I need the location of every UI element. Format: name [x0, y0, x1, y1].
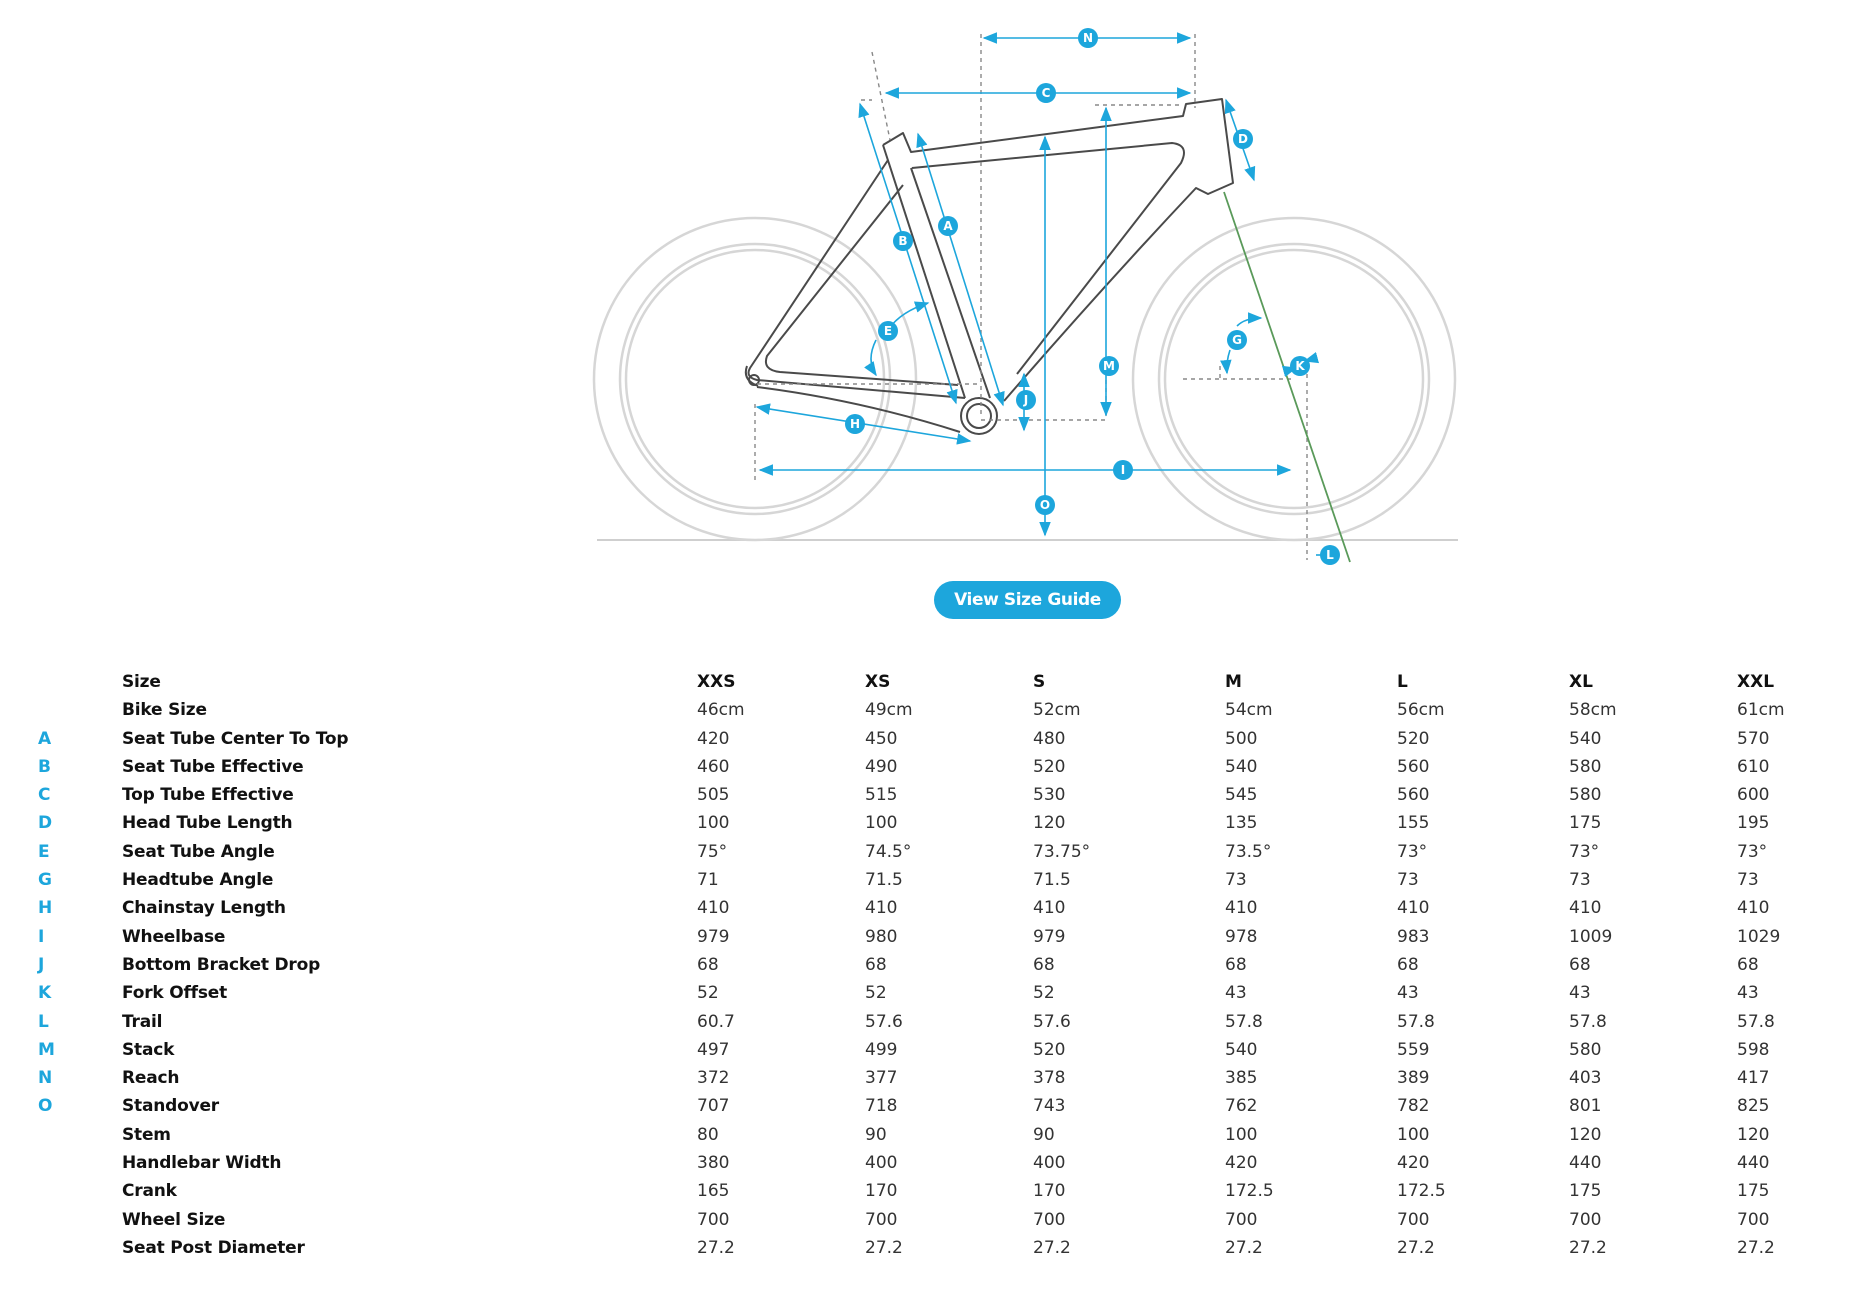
- row-value: 377: [865, 1068, 898, 1089]
- row-value: 410: [865, 898, 898, 919]
- row-value: 27.2: [697, 1237, 735, 1258]
- row-letter: J: [38, 954, 45, 975]
- row-value: 440: [1569, 1153, 1602, 1174]
- row-value: 60.7: [697, 1011, 735, 1032]
- row-letter: C: [38, 785, 51, 806]
- row-value: 75°: [697, 841, 728, 862]
- row-value: 979: [1033, 926, 1066, 947]
- row-value: 57.8: [1737, 1011, 1775, 1032]
- row-value: 499: [865, 1039, 898, 1060]
- table-body: [0, 696, 1850, 1262]
- row-letter: H: [38, 898, 53, 919]
- table-row: [0, 866, 1850, 894]
- row-value: 27.2: [1569, 1237, 1607, 1258]
- row-value: 58cm: [1569, 700, 1617, 721]
- row-value: 68: [1569, 954, 1591, 975]
- geometry-svg: [0, 0, 1850, 570]
- row-value: 410: [1033, 898, 1066, 919]
- row-value: 700: [1033, 1209, 1066, 1230]
- row-value: 450: [865, 728, 898, 749]
- row-value: 71.5: [1033, 870, 1071, 891]
- row-label: Handlebar Width: [122, 1153, 282, 1174]
- row-value: 61cm: [1737, 700, 1785, 721]
- row-value: 74.5°: [865, 841, 912, 862]
- row-value: 73.75°: [1033, 841, 1091, 862]
- badge-l: [1320, 545, 1340, 565]
- row-value: 175: [1569, 813, 1602, 834]
- row-value: 100: [697, 813, 730, 834]
- row-label: Crank: [122, 1181, 177, 1202]
- row-value: 73: [1225, 870, 1247, 891]
- table-row: [0, 1036, 1850, 1064]
- row-value: 27.2: [1033, 1237, 1071, 1258]
- row-value: 80: [697, 1124, 719, 1145]
- row-value: 980: [865, 926, 898, 947]
- row-value: 90: [1033, 1124, 1055, 1145]
- row-value: 43: [1397, 983, 1419, 1004]
- badge-h: [845, 414, 865, 434]
- row-value: 49cm: [865, 700, 913, 721]
- svg-text:O: O: [1039, 498, 1051, 512]
- row-value: 400: [1033, 1153, 1066, 1174]
- table-row: [0, 979, 1850, 1007]
- table-row: [0, 1008, 1850, 1036]
- row-label: Seat Tube Center To Top: [122, 728, 349, 749]
- row-label: Trail: [122, 1011, 163, 1032]
- badge-g: [1227, 330, 1247, 350]
- table-row: [0, 1121, 1850, 1149]
- row-value: 100: [865, 813, 898, 834]
- steering-axis-line: [1224, 192, 1350, 562]
- row-value: 700: [1569, 1209, 1602, 1230]
- table-row: [0, 1064, 1850, 1092]
- row-value: 195: [1737, 813, 1770, 834]
- row-value: 57.6: [865, 1011, 903, 1032]
- row-value: 707: [697, 1096, 730, 1117]
- table-row: [0, 1177, 1850, 1205]
- row-label: Seat Tube Effective: [122, 756, 304, 777]
- row-value: 73.5°: [1225, 841, 1272, 862]
- row-value: 68: [697, 954, 719, 975]
- row-value: 700: [1397, 1209, 1430, 1230]
- row-value: 420: [697, 728, 730, 749]
- row-value: 417: [1737, 1068, 1770, 1089]
- row-value: 500: [1225, 728, 1258, 749]
- row-label: Wheel Size: [122, 1209, 226, 1230]
- row-label: Head Tube Length: [122, 813, 293, 834]
- row-value: 700: [865, 1209, 898, 1230]
- svg-text:E: E: [883, 324, 893, 338]
- row-value: 100: [1225, 1124, 1258, 1145]
- svg-text:H: H: [849, 417, 861, 431]
- row-value: 520: [1033, 1039, 1066, 1060]
- row-value: 170: [865, 1181, 898, 1202]
- row-letter: N: [38, 1068, 53, 1089]
- row-value: 700: [697, 1209, 730, 1230]
- badge-j: [1016, 390, 1036, 410]
- badge-m: [1099, 356, 1119, 376]
- row-value: 420: [1397, 1153, 1430, 1174]
- row-value: 120: [1737, 1124, 1770, 1145]
- row-value: 68: [865, 954, 887, 975]
- geometry-table: [0, 668, 1850, 1262]
- row-value: 57.8: [1397, 1011, 1435, 1032]
- badge-e: [878, 321, 898, 341]
- row-value: 52: [697, 983, 719, 1004]
- row-value: 700: [1737, 1209, 1770, 1230]
- diagram-badges: [845, 28, 1340, 565]
- row-letter: A: [38, 728, 52, 749]
- svg-text:L: L: [1326, 548, 1334, 562]
- row-value: 420: [1225, 1153, 1258, 1174]
- table-row: [0, 1149, 1850, 1177]
- header-size-xl: XL: [1569, 672, 1593, 692]
- row-value: 71.5: [865, 870, 903, 891]
- row-value: 27.2: [1397, 1237, 1435, 1258]
- row-value: 73: [1397, 870, 1419, 891]
- row-value: 175: [1737, 1181, 1770, 1202]
- row-value: 520: [1397, 728, 1430, 749]
- row-value: 73: [1737, 870, 1759, 891]
- row-label: Seat Post Diameter: [122, 1237, 305, 1258]
- row-label: Reach: [122, 1068, 180, 1089]
- row-value: 90: [865, 1124, 887, 1145]
- front-wheel: [1133, 218, 1455, 540]
- row-value: 559: [1397, 1039, 1430, 1060]
- svg-text:J: J: [1023, 393, 1029, 407]
- row-value: 52: [1033, 983, 1055, 1004]
- row-value: 545: [1225, 785, 1258, 806]
- row-label: Wheelbase: [122, 926, 226, 947]
- row-value: 490: [865, 756, 898, 777]
- svg-text:G: G: [1232, 333, 1242, 347]
- badge-k: [1290, 356, 1310, 376]
- row-value: 68: [1737, 954, 1759, 975]
- row-value: 540: [1225, 756, 1258, 777]
- row-letter: K: [38, 983, 52, 1004]
- row-letter: G: [38, 870, 52, 891]
- row-value: 68: [1033, 954, 1055, 975]
- row-value: 400: [865, 1153, 898, 1174]
- row-value: 57.6: [1033, 1011, 1071, 1032]
- badge-d: [1233, 129, 1253, 149]
- row-value: 570: [1737, 728, 1770, 749]
- svg-text:M: M: [1103, 359, 1115, 373]
- row-value: 560: [1397, 756, 1430, 777]
- badge-i: [1113, 460, 1133, 480]
- row-value: 801: [1569, 1096, 1602, 1117]
- row-value: 497: [697, 1039, 730, 1060]
- row-label: Seat Tube Angle: [122, 841, 275, 862]
- row-value: 27.2: [1225, 1237, 1263, 1258]
- row-label: Standover: [122, 1096, 219, 1117]
- row-value: 410: [1397, 898, 1430, 919]
- badge-b: [893, 231, 913, 251]
- row-value: 380: [697, 1153, 730, 1174]
- row-value: 410: [1225, 898, 1258, 919]
- row-value: 378: [1033, 1068, 1066, 1089]
- badge-c: [1036, 83, 1056, 103]
- row-value: 460: [697, 756, 730, 777]
- row-value: 135: [1225, 813, 1258, 834]
- row-value: 73: [1569, 870, 1591, 891]
- row-value: 782: [1397, 1096, 1430, 1117]
- table-row: [0, 894, 1850, 922]
- view-size-guide-button[interactable]: View Size Guide: [934, 581, 1121, 619]
- row-value: 505: [697, 785, 730, 806]
- row-value: 68: [1225, 954, 1247, 975]
- header-size-l: L: [1397, 672, 1408, 692]
- row-value: 120: [1569, 1124, 1602, 1145]
- row-value: 172.5: [1397, 1181, 1446, 1202]
- row-letter: I: [38, 926, 45, 947]
- table-row: [0, 1092, 1850, 1120]
- row-value: 700: [1225, 1209, 1258, 1230]
- row-value: 43: [1225, 983, 1247, 1004]
- row-value: 1029: [1737, 926, 1781, 947]
- row-value: 978: [1225, 926, 1258, 947]
- header-size-xs: XS: [865, 672, 891, 692]
- header-size-s: S: [1033, 672, 1046, 692]
- row-value: 718: [865, 1096, 898, 1117]
- row-value: 540: [1225, 1039, 1258, 1060]
- row-value: 762: [1225, 1096, 1258, 1117]
- row-label: Stem: [122, 1124, 171, 1145]
- svg-text:D: D: [1238, 132, 1248, 146]
- row-value: 540: [1569, 728, 1602, 749]
- table-row: [0, 809, 1850, 837]
- row-value: 27.2: [865, 1237, 903, 1258]
- svg-text:A: A: [943, 219, 953, 233]
- row-value: 979: [697, 926, 730, 947]
- table-row: [0, 781, 1850, 809]
- row-letter: B: [38, 756, 51, 777]
- table-row: [0, 753, 1850, 781]
- dimension-arrows: [757, 38, 1328, 555]
- header-size-xxs: XXS: [697, 672, 736, 692]
- row-label: Chainstay Length: [122, 898, 286, 919]
- badge-n: [1078, 28, 1098, 48]
- row-value: 52cm: [1033, 700, 1081, 721]
- row-label: Bottom Bracket Drop: [122, 954, 321, 975]
- row-value: 1009: [1569, 926, 1613, 947]
- row-value: 410: [1737, 898, 1770, 919]
- row-value: 580: [1569, 1039, 1602, 1060]
- bike-geometry-diagram: [0, 0, 1850, 570]
- row-label: Stack: [122, 1039, 175, 1060]
- row-value: 530: [1033, 785, 1066, 806]
- row-value: 372: [697, 1068, 730, 1089]
- badge-a: [938, 216, 958, 236]
- table-row: [0, 1234, 1850, 1262]
- svg-text:B: B: [898, 234, 908, 248]
- row-value: 580: [1569, 756, 1602, 777]
- row-value: 56cm: [1397, 700, 1445, 721]
- row-label: Top Tube Effective: [122, 785, 294, 806]
- header-size-xxl: XXL: [1737, 672, 1775, 692]
- header-size-m: M: [1225, 672, 1242, 692]
- row-value: 983: [1397, 926, 1430, 947]
- row-value: 57.8: [1569, 1011, 1607, 1032]
- row-value: 410: [1569, 898, 1602, 919]
- row-value: 480: [1033, 728, 1066, 749]
- row-value: 54cm: [1225, 700, 1273, 721]
- row-value: 52: [865, 983, 887, 1004]
- table-row: [0, 696, 1850, 724]
- row-value: 73°: [1569, 841, 1600, 862]
- row-value: 73°: [1737, 841, 1768, 862]
- row-label: Fork Offset: [122, 983, 228, 1004]
- row-value: 43: [1737, 983, 1759, 1004]
- table-row: [0, 838, 1850, 866]
- row-value: 172.5: [1225, 1181, 1274, 1202]
- row-value: 155: [1397, 813, 1430, 834]
- svg-text:N: N: [1082, 31, 1094, 45]
- row-value: 598: [1737, 1039, 1770, 1060]
- row-value: 825: [1737, 1096, 1770, 1117]
- table-row: [0, 951, 1850, 979]
- badge-o: [1035, 495, 1055, 515]
- row-value: 580: [1569, 785, 1602, 806]
- row-value: 410: [697, 898, 730, 919]
- row-value: 560: [1397, 785, 1430, 806]
- row-value: 68: [1397, 954, 1419, 975]
- svg-text:I: I: [1120, 463, 1126, 477]
- row-value: 46cm: [697, 700, 745, 721]
- row-value: 120: [1033, 813, 1066, 834]
- row-letter: O: [38, 1096, 53, 1117]
- row-value: 389: [1397, 1068, 1430, 1089]
- row-value: 385: [1225, 1068, 1258, 1089]
- row-value: 403: [1569, 1068, 1602, 1089]
- header-size-label: Size: [122, 672, 161, 692]
- row-label: Headtube Angle: [122, 870, 274, 891]
- row-value: 175: [1569, 1181, 1602, 1202]
- row-value: 170: [1033, 1181, 1066, 1202]
- row-letter: M: [38, 1039, 55, 1060]
- row-value: 610: [1737, 756, 1770, 777]
- svg-text:K: K: [1295, 359, 1305, 373]
- row-value: 71: [697, 870, 719, 891]
- row-value: 43: [1569, 983, 1591, 1004]
- row-value: 520: [1033, 756, 1066, 777]
- table-row: [0, 1206, 1850, 1234]
- svg-text:C: C: [1041, 86, 1051, 100]
- row-value: 600: [1737, 785, 1770, 806]
- row-letter: D: [38, 813, 53, 834]
- table-row: [0, 923, 1850, 951]
- row-value: 743: [1033, 1096, 1066, 1117]
- row-value: 27.2: [1737, 1237, 1775, 1258]
- row-value: 73°: [1397, 841, 1428, 862]
- table-row: [0, 725, 1850, 753]
- row-value: 515: [865, 785, 898, 806]
- row-value: 165: [697, 1181, 730, 1202]
- row-letter: E: [38, 841, 50, 862]
- table-header-row: [0, 668, 1850, 696]
- row-letter: L: [38, 1011, 49, 1032]
- row-value: 100: [1397, 1124, 1430, 1145]
- row-value: 57.8: [1225, 1011, 1263, 1032]
- row-value: 440: [1737, 1153, 1770, 1174]
- row-label: Bike Size: [122, 700, 207, 721]
